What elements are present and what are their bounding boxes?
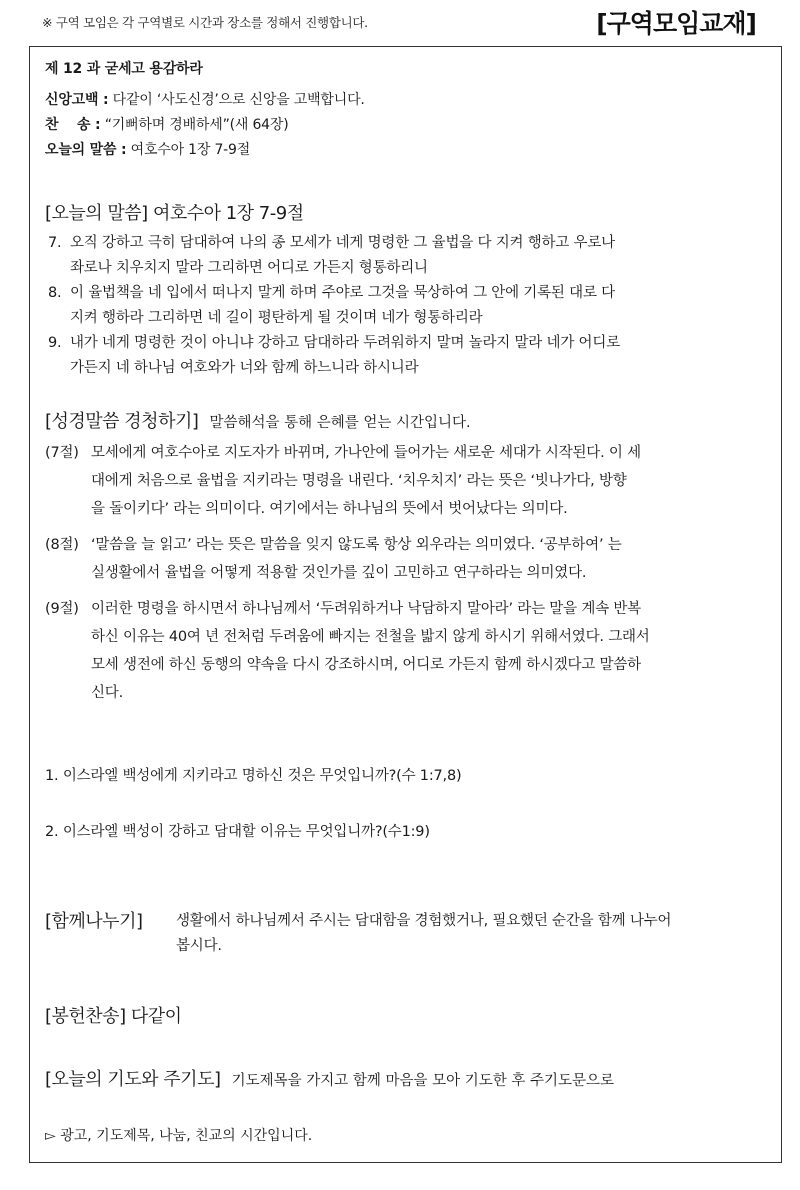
listening-subtitle: 말씀해석을 통해 은혜를 얻는 시간입니다. — [209, 415, 471, 431]
listening-heading: [성경말씀 경청하기] — [45, 411, 199, 432]
verse-text-line: 오직 강하고 극히 담대하여 나의 종 모세가 네게 명령한 그 율법을 다 지켜 행하고 우로나 — [70, 235, 615, 251]
note-line: 대에게 처음으로 율법을 지키라는 명령을 내린다. ‘치우치지’ 라는 뜻은 ‘빗나가다, 방향 — [91, 473, 627, 489]
hymn-text: “기뻐하며 경배하세”(새 64장) — [104, 117, 289, 133]
sharing-text — [176, 909, 766, 959]
note-line: 모세에게 여호수아로 지도자가 바뀌며, 가나안에 들어가는 새로운 세대가 시작된다. 이 세 — [91, 445, 641, 461]
note-verse-7 — [45, 439, 770, 523]
note-line: 하신 이유는 40여 년 전처럼 두려움에 빠지는 전철을 밟지 않게 하시기 위해서였다. 그래서 — [91, 629, 650, 645]
verse-9 — [48, 331, 768, 381]
note-text — [91, 595, 763, 707]
note-text — [91, 439, 763, 523]
verse-8 — [48, 281, 768, 331]
note-line: 실생활에서 율법을 어떻게 적용할 것인가를 깊이 고민하고 연구하라는 의미였다. — [91, 565, 587, 581]
todays-word-heading: [오늘의 말씀] — [45, 203, 148, 224]
prayer-text: 기도제목을 가지고 함께 마음을 모아 기도한 후 주기도문으로 — [231, 1073, 615, 1089]
offering-text: 다같이 — [130, 1006, 182, 1027]
sharing-heading: [함께나누기] — [45, 911, 143, 932]
sharing-line: 생활에서 하나님께서 주시는 담대함을 경험했거나, 필요했던 순간을 함께 나누어 — [176, 913, 672, 929]
note-line: ‘말씀을 늘 읽고’ 라는 뜻은 말씀을 잊지 않도록 항상 외우라는 의미였다. ‘공부하여’ 는 — [91, 537, 622, 553]
offering-row — [45, 1002, 182, 1028]
verse-text-line: 좌로나 치우치지 말라 그리하면 어디로 가든지 형통하리니 — [70, 260, 428, 276]
verse-7 — [48, 231, 768, 281]
prayer-row — [45, 1065, 614, 1091]
word-label: 오늘의 말씀 : — [45, 142, 127, 158]
hymn-row — [45, 113, 288, 138]
note-tag: (8절) — [45, 537, 79, 553]
note-line: 모세 생전에 하신 동행의 약속을 다시 강조하시며, 어디로 가든지 함께 하시겠다고 말씀하 — [91, 657, 641, 673]
note-verse-9 — [45, 595, 770, 707]
verse-text-line: 이 율법책을 네 입에서 떠나지 말게 하며 주야로 그것을 묵상하여 그 안에 기록된 대로 다 — [70, 285, 615, 301]
note-line: 을 돌이키다’ 라는 의미이다. 여기에서는 하나님의 뜻에서 벗어났다는 의미다. — [91, 501, 568, 517]
verse-text-line: 지켜 행하라 그리하면 네 길이 평탄하게 될 것이며 네가 형통하리라 — [70, 310, 483, 326]
question-1: 1. 이스라엘 백성에게 지키라고 명하신 것은 무엇입니까?(수 1:7,8) — [45, 768, 462, 784]
prayer-heading: [오늘의 기도와 주기도] — [45, 1069, 221, 1090]
note-line: 신다. — [91, 685, 124, 701]
confession-text: 다같이 ‘사도신경’으로 신앙을 고백합니다. — [112, 92, 365, 108]
lesson-frame — [29, 46, 782, 1163]
top-notice: ※ 구역 모임은 각 구역별로 시간과 장소를 정해서 진행합니다. — [42, 15, 368, 30]
todays-word-reference: 여호수아 1장 7-9절 — [152, 203, 304, 224]
note-tag: (7절) — [45, 445, 79, 461]
word-row — [45, 138, 250, 163]
confession-row — [45, 88, 365, 113]
offering-heading: [봉헌찬송] — [45, 1006, 126, 1027]
verse-number: 9. — [48, 335, 62, 351]
word-text: 여호수아 1장 7-9절 — [130, 142, 251, 158]
sharing-line: 봅시다. — [176, 938, 222, 954]
note-verse-8 — [45, 531, 770, 587]
note-line: 이러한 명령을 하시면서 하나님께서 ‘두려워하거나 낙담하지 말아라’ 라는 말을 계속 반복 — [91, 601, 641, 617]
listening-heading-row — [45, 407, 471, 433]
note-text — [91, 531, 763, 587]
confession-label: 신앙고백 : — [45, 92, 109, 108]
question-2: 2. 이스라엘 백성이 강하고 담대할 이유는 무엇입니까?(수1:9) — [45, 824, 430, 840]
verse-text-line: 가든지 네 하나님 여호와가 너와 함께 하느니라 하시니라 — [70, 360, 419, 376]
booklet-brand-title: [구역모임교재] — [596, 9, 756, 38]
hymn-label: 찬 송 : — [45, 117, 101, 133]
todays-word-heading-row — [45, 199, 304, 225]
verse-text-line: 내가 네게 명령한 것이 아니냐 강하고 담대하라 두려워하지 말며 놀라지 말라 네가 어디로 — [70, 335, 620, 351]
verse-number: 7. — [48, 235, 62, 251]
lesson-title: 제 12 과 굳세고 용감하라 — [45, 61, 203, 77]
verse-number: 8. — [48, 285, 62, 301]
announcement-note: ▻ 광고, 기도제목, 나눔, 친교의 시간입니다. — [45, 1128, 313, 1144]
note-tag: (9절) — [45, 601, 79, 617]
